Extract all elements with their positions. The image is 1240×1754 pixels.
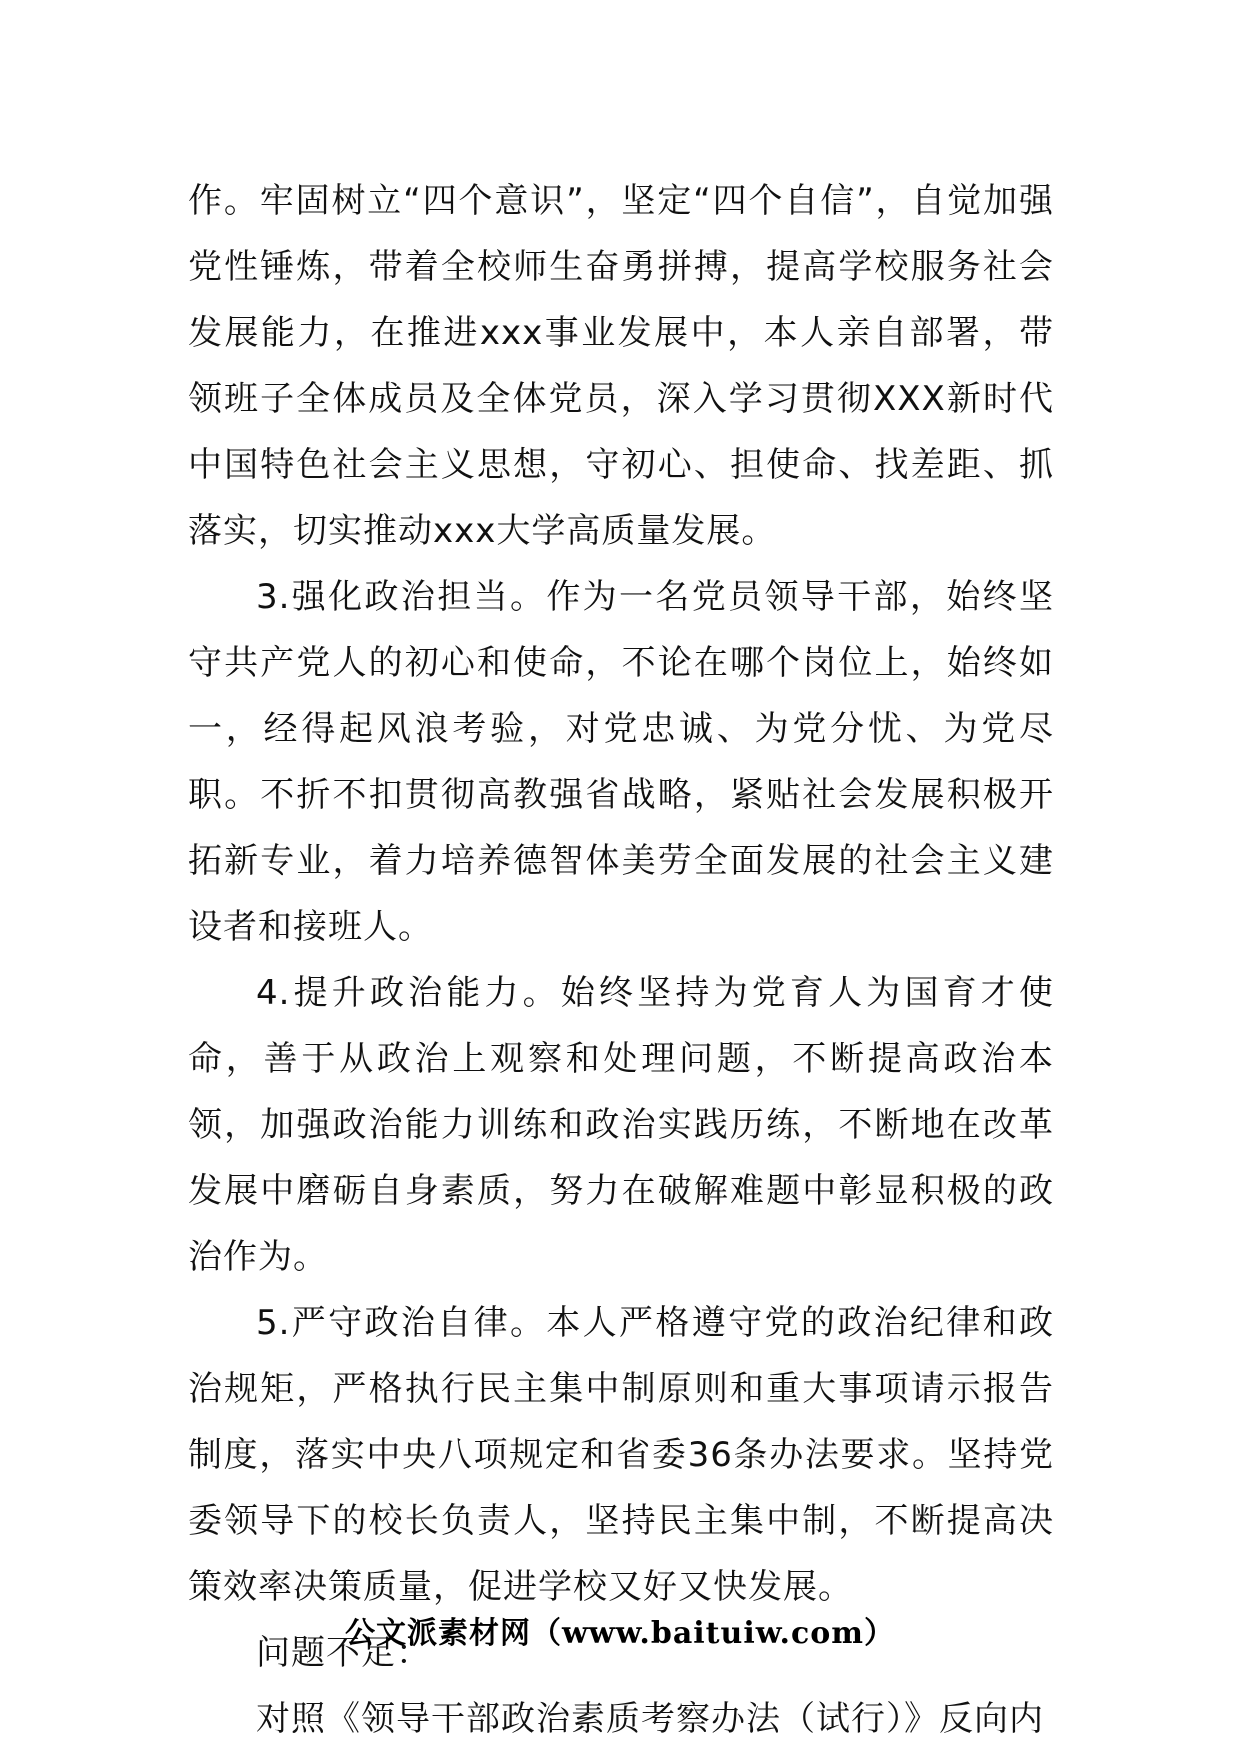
paragraph-continuation: 作。牢固树立“四个意识”，坚定“四个自信”，自觉加强党性锤炼，带着全校师生奋勇拼搏，提高学校服务社会发展能力，在推进xxx事业发展中，本人亲自部署，带领班子全体成员及全体党员，深入学习贯彻XXX新时代中国特色社会主义思想，守初心、担使命、找差距、抓落实，切实推动xxx大学高质量发展。 (188, 181, 1054, 551)
footer-watermark: 公文派素材网（www.baituiw.com） (344, 1616, 896, 1651)
paragraph-item-4: 4.提升政治能力。始终坚持为党育人为国育才使命，善于从政治上观察和处理问题，不断提高政治本领，加强政治能力训练和政治实践历练，不断地在改革发展中磨砺自身素质，努力在破解难题中彰显积极的政治作为。 (188, 973, 1054, 1277)
paragraph-item-3: 3.强化政治担当。作为一名党员领导干部，始终坚守共产党人的初心和使命，不论在哪个岗位上，始终如一，经得起风浪考验，对党忠诚、为党分忧、为党尽职。不折不扣贯彻高教强省战略，紧贴社会发展积极开拓新专业，着力培养德智体美劳全面发展的社会主义建设者和接班人。 (188, 577, 1054, 947)
paragraph-item-5: 5.严守政治自律。本人严格遵守党的政治纪律和政治规矩，严格执行民主集中制原则和重大事项请示报告制度，落实中央八项规定和省委36条办法要求。坚持党委领导下的校长负责人，坚持民主集中制，不断提高决策效率决策质量，促进学校又好又快发展。 (188, 1303, 1054, 1607)
section-heading-problems: 问题不足： (256, 1633, 431, 1673)
paragraph-problems-intro: 对照《领导干部政治素质考察办法（试行）》反向内 (256, 1699, 1044, 1739)
body-text (188, 168, 1054, 1752)
